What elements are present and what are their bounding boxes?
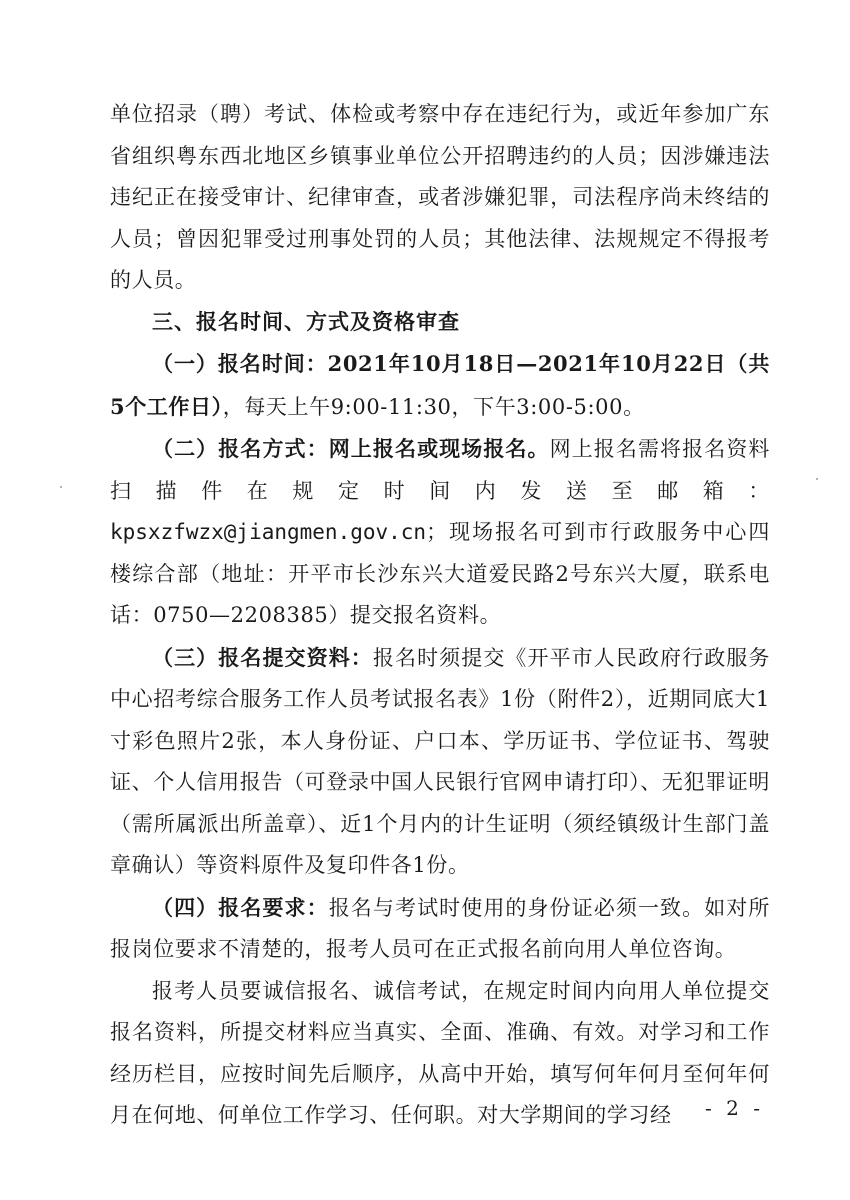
continuation-paragraph: 单位招录（聘）考试、体检或考察中存在违纪行为，或近年参加广东省组织粤东西北地区乡镇事业单位公开招聘违约的人员；因涉嫌违法违纪正在接受审计、纪律审查，或者涉嫌犯罪，司法程序尚未终结的人员；曾因犯罪受过刑事处罚的人员；其他法律、法规规定不得报考的人员。 xyxy=(110,102,770,292)
item-required-materials xyxy=(110,637,770,887)
scan-speck xyxy=(60,486,62,488)
item-label: （四）报名要求： xyxy=(152,894,329,920)
item-label: （三）报名提交资料： xyxy=(152,644,373,670)
registration-period: 2021年10月18日—2021年10月22日（共5个工作日） xyxy=(110,351,770,419)
document-body xyxy=(110,94,770,1137)
onsite-registration-text: ；现场报名可到市行政服务中心四楼综合部（地址：开平市长沙东兴大道爱民路2号东兴大厦，联系电话：0750—2208385）提交报名资料。 xyxy=(110,520,770,627)
registration-email: kpsxzfwzx@jiangmen.gov.cn xyxy=(110,520,427,544)
registration-requirements-text: 报名与考试时使用的身份证必须一致。如对所报岗位要求不清楚的，报考人员可在正式报名前向用人单位咨询。 xyxy=(110,895,770,961)
registration-method-summary: 网上报名或现场报名。 xyxy=(328,436,550,461)
section-heading: 三、报名时间、方式及资格审查 xyxy=(152,309,460,334)
online-registration-text: 网上报名需将报名资料扫描件在规定时间内发送至邮箱： xyxy=(110,437,771,503)
required-materials-text: 报名时须提交《开平市人民政府行政服务中心招考综合服务工作人员考试报名表》1份（附件2），近期同底大1寸彩色照片2张，本人身份证、户口本、学历证书、学位证书、驾驶证、个人信用报告（可登录中国人民银行官网申请打印）、无犯罪证明（需所属派出所盖章）、近1个月内的计生证明（须经镇级计生部门盖章确认）等资料原件及复印件各1份。 xyxy=(110,645,770,877)
item-registration-time xyxy=(110,343,770,428)
item-label: （二）报名方式： xyxy=(152,436,329,461)
item-label: （一）报名时间： xyxy=(152,351,328,376)
registration-hours: ，每天上午9:00-11:30，下午3:00-5:00。 xyxy=(222,394,645,419)
page-number: - 2 - xyxy=(705,1096,764,1120)
item-registration-requirements xyxy=(110,887,770,971)
closing-paragraph: 报考人员要诚信报名、诚信考试，在规定时间内向用人单位提交报名资料，所提交材料应当真实、全面、准确、有效。对学习和工作经历栏目，应按时间先后顺序，从高中开始，填写何年何月至何年何月在何地、何单位工作学习、任何职。对大学期间的学习经 xyxy=(110,978,770,1127)
scan-speck xyxy=(816,478,818,480)
item-registration-method xyxy=(110,428,770,637)
